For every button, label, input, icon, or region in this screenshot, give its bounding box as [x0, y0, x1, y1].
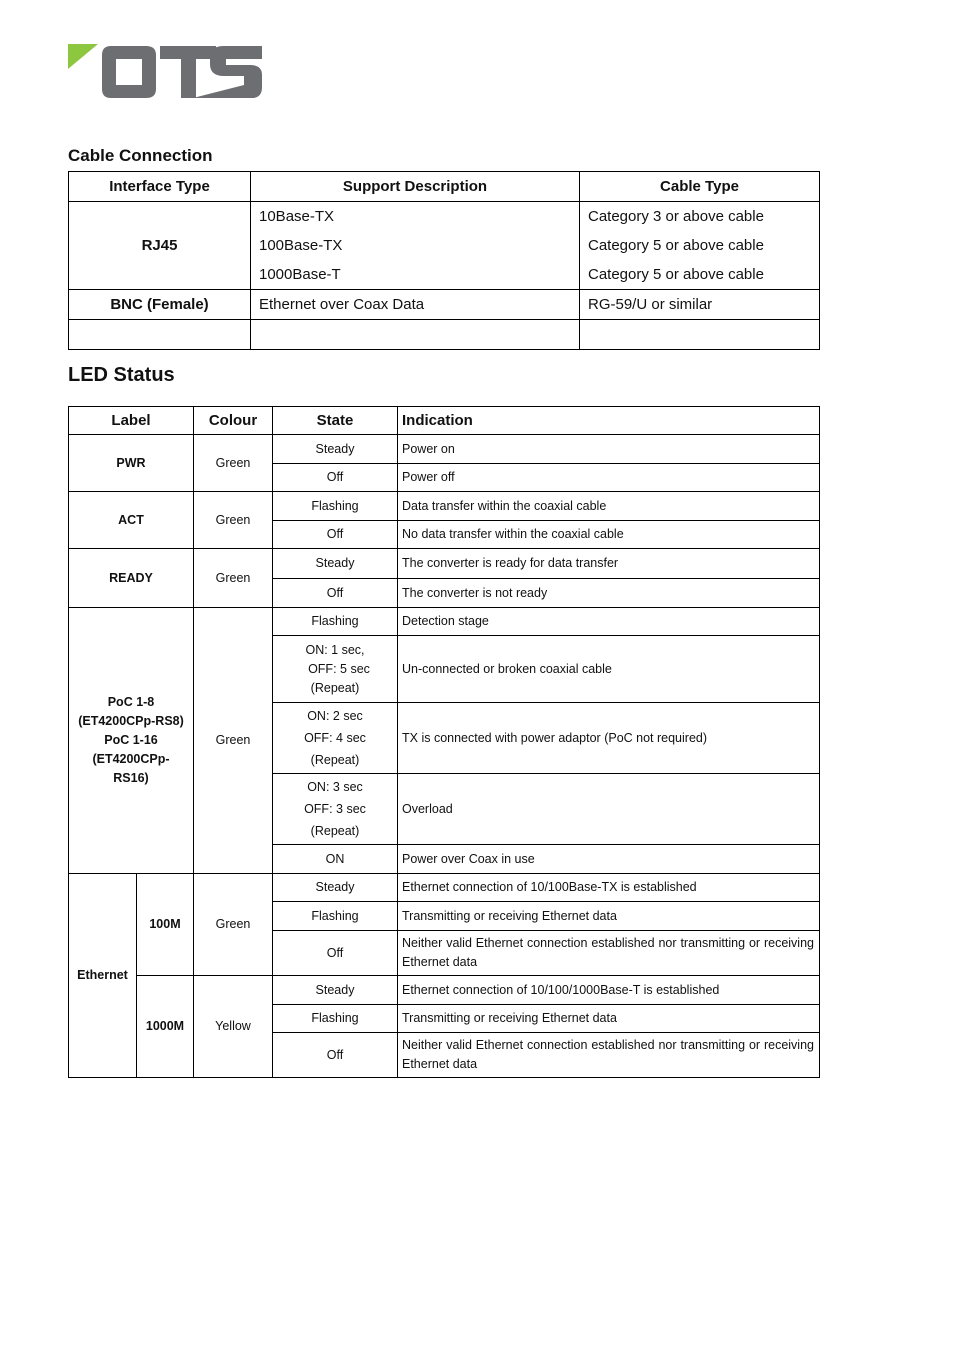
led-status-title: LED Status: [68, 364, 175, 386]
label-ready: READY: [69, 549, 194, 608]
logo-accent-triangle: [68, 44, 98, 69]
indication-cell: The converter is ready for data transfer: [398, 549, 820, 579]
colour-cell: Green: [194, 492, 273, 549]
header-interface-type: Interface Type: [69, 172, 251, 202]
state-cell: Flashing: [273, 608, 398, 636]
state-line: (Repeat): [310, 823, 360, 838]
header-state: State: [273, 407, 398, 435]
table-row: [69, 874, 820, 902]
state-line: ON: 3 sec: [307, 779, 363, 794]
table-header-row: [69, 407, 820, 435]
table-row: [69, 202, 820, 290]
state-line: OFF: 3 sec: [304, 801, 366, 816]
indication-cell: Power over Coax in use: [398, 845, 820, 874]
label-ethernet: Ethernet: [69, 874, 137, 1078]
indication-cell: Un-connected or broken coaxial cable: [398, 636, 820, 703]
state-line: OFF: 4 sec: [304, 730, 366, 745]
state-cell: Steady: [273, 874, 398, 902]
indication-cell: Data transfer within the coaxial cable: [398, 492, 820, 521]
rj45-descriptions: [251, 202, 580, 290]
table-row-empty: [69, 320, 820, 350]
indication-cell: Transmitting or receiving Ethernet data: [398, 1005, 820, 1033]
state-cell: Off: [273, 579, 398, 608]
state-cell: Off: [273, 521, 398, 549]
header-label: Label: [69, 407, 194, 435]
colour-cell: Green: [194, 435, 273, 492]
state-cell: Flashing: [273, 492, 398, 521]
table-row: [69, 976, 820, 1005]
label-pwr: PWR: [69, 435, 194, 492]
cable-line: Category 3 or above cable: [588, 208, 764, 225]
state-line: ON: 2 sec: [307, 708, 363, 723]
colour-cell: Green: [194, 608, 273, 874]
ots-logo: [66, 42, 262, 102]
state-cell: Off: [273, 931, 398, 976]
empty-cell: [580, 320, 820, 350]
state-cell: Steady: [273, 435, 398, 464]
indication-cell: Detection stage: [398, 608, 820, 636]
table-header-row: [69, 172, 820, 202]
state-cell: Steady: [273, 976, 398, 1005]
indication-cell: Transmitting or receiving Ethernet data: [398, 902, 820, 931]
state-cell: Steady: [273, 549, 398, 579]
indication-cell: Power on: [398, 435, 820, 464]
poc-label-line: (ET4200CPp-RS8): [78, 714, 184, 728]
state-line: ON: 1 sec,: [305, 642, 365, 657]
logo-letter-o: [102, 46, 156, 98]
table-row: [69, 492, 820, 521]
state-cell: ON: [273, 845, 398, 874]
table-row: [69, 290, 820, 320]
indication-cell: Neither valid Ethernet connection established nor transmitting or receiving Ethernet data: [398, 931, 820, 976]
colour-cell: Yellow: [194, 976, 273, 1078]
poc-label-line: (ET4200CPp-RS16): [92, 752, 170, 785]
colour-cell: Green: [194, 549, 273, 608]
led-status-table: [68, 406, 820, 1078]
indication-cell: Overload: [398, 774, 820, 845]
label-poc: [69, 608, 194, 874]
state-cell: Flashing: [273, 1005, 398, 1033]
bnc-description: Ethernet over Coax Data: [251, 290, 580, 320]
poc-label-line: PoC 1-8: [107, 695, 155, 709]
cable-connection-table: [68, 171, 820, 350]
state-line: (Repeat): [310, 680, 360, 695]
interface-rj45: RJ45: [69, 202, 251, 290]
label-act: ACT: [69, 492, 194, 549]
interface-bnc: BNC (Female): [69, 290, 251, 320]
rj45-cables: [580, 202, 820, 290]
indication-cell: The converter is not ready: [398, 579, 820, 608]
label-1000m: 1000M: [137, 976, 194, 1078]
empty-cell: [251, 320, 580, 350]
header-support-description: Support Description: [251, 172, 580, 202]
table-row: [69, 435, 820, 464]
indication-cell: No data transfer within the coaxial cable: [398, 521, 820, 549]
indication-cell: TX is connected with power adaptor (PoC not required): [398, 703, 820, 774]
description-line: 10Base-TX: [259, 208, 335, 225]
table-row: [69, 608, 820, 636]
state-cell: [273, 636, 398, 703]
poc-label-line: PoC 1-16: [104, 733, 158, 747]
logo-letter-t: [160, 46, 216, 98]
table-row: [69, 549, 820, 579]
header-indication: Indication: [398, 407, 820, 435]
bnc-cable: RG-59/U or similar: [580, 290, 820, 320]
state-line: OFF: 5 sec: [308, 661, 370, 676]
indication-cell: Ethernet connection of 10/100Base-TX is established: [398, 874, 820, 902]
cable-line: Category 5 or above cable: [588, 237, 764, 254]
label-100m: 100M: [137, 874, 194, 976]
empty-cell: [69, 320, 251, 350]
indication-cell: Ethernet connection of 10/100/1000Base-T is established: [398, 976, 820, 1005]
cable-line: Category 5 or above cable: [588, 266, 764, 283]
state-cell: Off: [273, 464, 398, 492]
state-cell: Off: [273, 1033, 398, 1078]
indication-cell: Power off: [398, 464, 820, 492]
cable-connection-title: Cable Connection: [68, 146, 213, 165]
state-cell: Flashing: [273, 902, 398, 931]
description-line: 100Base-TX: [259, 237, 343, 254]
state-line: (Repeat): [310, 752, 360, 767]
description-line: 1000Base-T: [259, 266, 341, 283]
colour-cell: Green: [194, 874, 273, 976]
state-cell: [273, 774, 398, 845]
header-cable-type: Cable Type: [580, 172, 820, 202]
state-cell: [273, 703, 398, 774]
indication-cell: Neither valid Ethernet connection established nor transmitting or receiving Ethernet data: [398, 1033, 820, 1078]
header-colour: Colour: [194, 407, 273, 435]
